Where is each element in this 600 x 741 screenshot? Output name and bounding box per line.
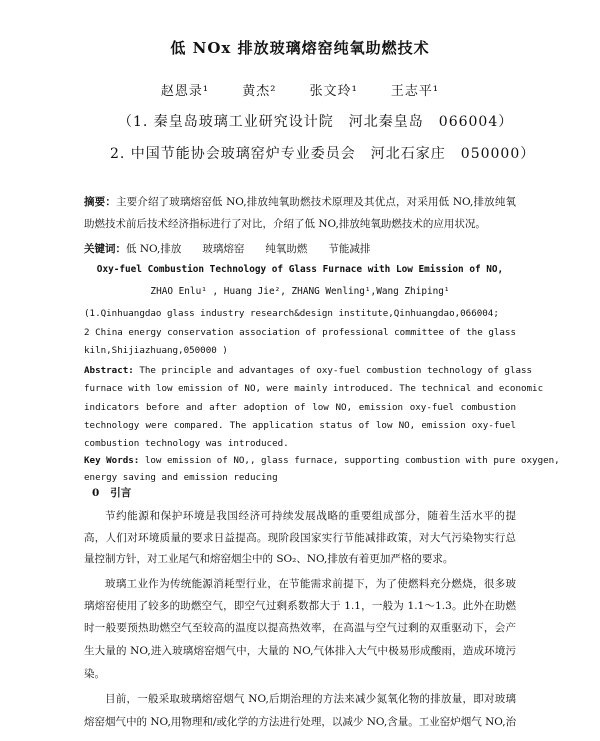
affiliation-en-line: 2 China energy conservation association of professional committee of the glass xyxy=(84,327,516,338)
section-number: 0 xyxy=(92,487,100,499)
affiliation-en-line: (1.Qinhuangdao glass industry research&design institute,Qinhuangdao,066004; xyxy=(84,308,499,319)
affiliation-cn-2: 2. 中国节能协会玻璃窑炉专业委员会 河北石家庄 050000） xyxy=(110,146,536,162)
affiliation-cn-1: （1. 秦皇岛玻璃工业研究设计院 河北秦皇岛 066004） xyxy=(118,114,514,130)
abstract-cn-line: 助燃技术前后技术经济指标进行了对比，介绍了低 NO,排放纯氧助燃技术的应用状况。 xyxy=(84,218,486,230)
keywords-cn-label: 关键词： xyxy=(84,243,126,255)
body-line: 染。 xyxy=(84,668,105,680)
abstract-en-line: combustion technology was introduced. xyxy=(84,438,289,449)
body-line: 熔窑烟气中的 NO,用物理和/或化学的方法进行处理，以减少 NO,含量。工业窑炉烟气 NO,治 xyxy=(84,716,517,728)
body-line: 玻璃工业作为传统能源消耗型行业，在节能需求前提下，为了使燃料充分燃烧，很多玻 xyxy=(105,578,516,590)
abstract-en-line: Abstract: The principle and advantages of oxy-fuel combustion technology of glass xyxy=(84,365,533,376)
author-list-cn xyxy=(0,80,600,99)
author-name: 赵恩录¹ xyxy=(160,84,210,99)
body-line: 量控制方针，对工业尾气和熔窑烟尘中的 SO₂、NO,排放有着更加严格的要求。 xyxy=(84,553,454,565)
abstract-en-label: Abstract: xyxy=(84,365,134,376)
keywords-en-label: Key Words: xyxy=(84,455,140,466)
body-line: 生大量的 NO,进入玻璃熔窑烟气中，大量的 NO,气体排入大气中极易形成酸雨，造成环境污 xyxy=(84,645,516,657)
section-heading xyxy=(92,485,131,500)
abstract-en-line: technology were compared. The application status of low NO, emission oxy-fuel xyxy=(84,420,516,431)
body-line: 璃熔窑使用了较多的助燃空气，即空气过剩系数都大于 1.1，一般为 1.1～1.3。此外在助燃 xyxy=(84,600,516,612)
body-line: 时一般要预热助燃空气至较高的温度以提高热效率，在高温与空气过剩的双重驱动下，会产 xyxy=(84,622,516,634)
author-name: 张文玲¹ xyxy=(309,84,358,99)
keywords-en-line: Key Words: low emission of NO,, glass furnace, supporting combustion with pure oxygen, xyxy=(84,455,560,466)
abstract-en-line: indicators before and after adoption of low NO, emission oxy-fuel combustion xyxy=(84,402,516,413)
abstract-cn-line: 摘要：主要介绍了玻璃熔窑低 NO,排放纯氧助燃技术原理及其优点，对采用低 NO,排放纯氧 xyxy=(84,196,516,208)
keywords-en-line: energy saving and emission reducing xyxy=(84,472,278,483)
abstract-cn-label: 摘要： xyxy=(84,196,116,208)
affiliation-en-line: kiln,Shijiazhuang,050000 ) xyxy=(84,345,228,356)
section-title: 引言 xyxy=(110,487,132,499)
author-name: 王志平¹ xyxy=(390,84,440,99)
author-name: 黄杰² xyxy=(242,84,277,99)
author-list-en: ZHAO Enlu¹ , Huang Jie², ZHANG Wenling¹,Wang Zhiping¹ xyxy=(150,286,450,297)
keywords-cn: 关键词：低 NO,排放 玻璃熔窑 纯氧助燃 节能减排 xyxy=(84,243,371,255)
body-line: 节约能源和保护环境是我国经济可持续发展战略的重要组成部分，随着生活水平的提 xyxy=(105,510,516,522)
body-line: 目前，一般采取玻璃熔窑烟气 NO,后期治理的方法来减少氮氧化物的排放量，即对玻璃 xyxy=(105,693,516,705)
abstract-en-line: furnace with low emission of NO, were mainly introduced. The technical and economic xyxy=(84,383,544,394)
body-line: 高，人们对环境质量的要求日益提高。现阶段国家实行节能减排政策，对大气污染物实行总 xyxy=(84,532,516,544)
paper-title: 低 NOx 排放玻璃熔窑纯氧助燃技术 xyxy=(170,39,430,57)
paper-title-en: Oxy-fuel Combustion Technology of Glass Furnace with Low Emission of NO, xyxy=(96,264,504,275)
